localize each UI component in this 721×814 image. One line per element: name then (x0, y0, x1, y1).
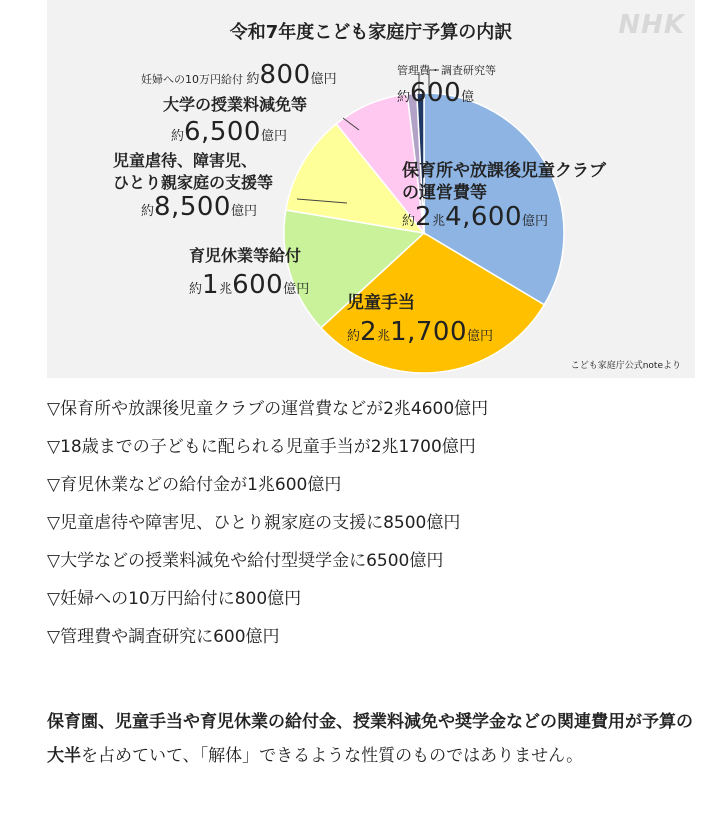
label-hoiku-rest: 4,600 (445, 202, 523, 232)
label-jido-teate-main: 2 (360, 317, 378, 347)
summary-rest: を占めていて、「解体」できるような性質のものではありません。 (81, 746, 584, 766)
pie-chart (47, 0, 695, 378)
label-kanri-unit: 億 (461, 90, 475, 105)
label-gyakutai-unit: 億円 (230, 204, 257, 219)
label-gyakutai (113, 150, 273, 223)
list-item: ▽児童虐待や障害児、ひとり親家庭の支援に8500億円 (47, 513, 461, 533)
label-hoiku-cho: 兆 (432, 214, 446, 229)
label-gyakutai-prefix: 約 (141, 204, 155, 219)
chart-title: 令和7年度こども家庭庁予算の内訳 (229, 22, 513, 43)
summary-bold: 保育園、児童手当や育児休業の給付金、授業料減免や奨学金などの関連費用が予算の大半 (47, 712, 693, 766)
label-ikuji-prefix: 約 (189, 282, 203, 297)
label-hoiku (402, 160, 606, 233)
list-item: ▽育児休業などの給付金が1兆600億円 (47, 475, 342, 495)
label-ninpu-rest: 800 (259, 60, 311, 90)
label-jido-teate-prefix: 約 (347, 329, 361, 344)
label-ninpu-unit: 億円 (310, 72, 337, 87)
label-gyakutai-rest: 8,500 (154, 192, 231, 222)
label-ikuji-unit: 億円 (283, 282, 310, 297)
summary-paragraph (47, 705, 697, 773)
label-daigaku-rest: 6,500 (184, 117, 261, 147)
label-ikuji-cho: 兆 (219, 282, 233, 297)
label-kanri-name: 管理費・調査研究等 (397, 64, 496, 77)
label-hoiku-prefix: 約 (402, 214, 416, 229)
label-gyakutai-name-2: ひとり親家庭の支援等 (113, 173, 274, 192)
budget-list (47, 390, 488, 656)
label-daigaku-name: 大学の授業料減免等 (163, 95, 308, 114)
label-daigaku-unit: 億円 (260, 129, 287, 144)
label-kanri-rest: 600 (410, 78, 462, 108)
label-kanri (397, 62, 496, 108)
label-gyakutai-name-1: 児童虐待、障害児、 (113, 151, 258, 170)
list-item: ▽妊婦への10万円給付に800億円 (47, 589, 302, 609)
label-kanri-prefix: 約 (397, 90, 411, 105)
chart-source: こども家庭庁公式noteより (570, 361, 681, 371)
label-ikuji-name: 育児休業等給付 (189, 246, 302, 265)
label-jido-teate-unit: 億円 (467, 329, 494, 344)
label-jido-teate-cho: 兆 (377, 329, 391, 344)
label-hoiku-main: 2 (415, 202, 433, 232)
label-ikuji (189, 243, 309, 300)
label-ninpu-prefix: 約 (246, 72, 260, 87)
label-hoiku-unit: 億円 (522, 214, 549, 229)
label-ikuji-rest: 600 (232, 270, 284, 300)
label-hoiku-name-2: の運営費等 (402, 183, 487, 203)
label-ninpu-name: 妊婦への10万円給付 (141, 73, 243, 86)
nhk-watermark: NHK (618, 10, 685, 40)
list-item: ▽管理費や調査研究に600億円 (47, 627, 280, 647)
label-ikuji-main: 1 (202, 270, 220, 300)
list-item: ▽保育所や放課後児童クラブの運営費などが2兆4600億円 (47, 399, 489, 419)
label-jido-teate-name: 児童手当 (347, 293, 415, 313)
label-jido-teate-rest: 1,700 (390, 317, 468, 347)
label-daigaku-prefix: 約 (171, 129, 185, 144)
label-ninpu (141, 60, 337, 90)
label-jido-teate (347, 288, 493, 347)
label-hoiku-name-1: 保育所や放課後児童クラブ (402, 161, 606, 181)
label-daigaku (163, 92, 307, 147)
list-item: ▽18歳までの子どもに配られる児童手当が2兆1700億円 (47, 437, 476, 457)
list-item: ▽大学などの授業料減免や給付型奨学金に6500億円 (47, 551, 444, 571)
